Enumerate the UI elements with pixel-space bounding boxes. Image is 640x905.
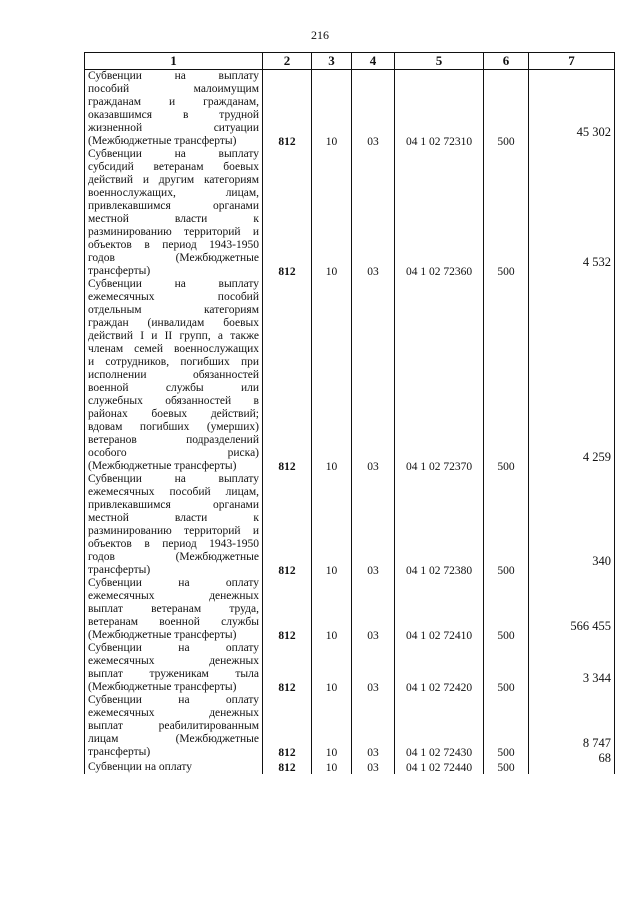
amount-value: 4 259 [582,450,611,464]
description-line: и сотрудников, погибших при [88,356,259,368]
expense-type-code [484,642,529,694]
page-number: 216 [311,28,329,42]
subsection-code [352,278,395,473]
ministry-code [263,694,312,759]
description-line: (Межбюджетные трансферты) [88,629,237,641]
target-article-code [395,577,484,642]
subsection-code-value: 03 [367,461,379,473]
description-line: жизненной ситуации [88,122,259,134]
header-col-3: 3 [312,53,352,70]
description-line: пособий малоимущим [88,83,259,95]
section-code-value: 10 [325,136,338,148]
table-row [85,473,615,577]
table-row [85,70,615,149]
description-line: действий и другим категориям [88,174,259,186]
ministry-code [263,278,312,473]
description-line: ветеранов подразделений [88,434,259,446]
description-line: объектов в период 1943-1950 [88,239,259,251]
description-line: привлекавшимся органами [88,200,259,212]
target-article-code-value: 04 1 02 72430 [405,747,473,759]
section-code [312,642,352,694]
description-line: исполнении обязанностей [88,369,259,381]
description-line: местной власти к [88,213,259,225]
section-code [312,473,352,577]
section-code-value: 10 [325,682,338,694]
ministry-code-value: 812 [278,565,296,577]
expense-type-code [484,577,529,642]
description-line: Субвенции на выплату [88,278,259,290]
target-article-code [395,70,484,149]
row-description [85,148,263,278]
description-line: отдельным категориям [88,304,259,316]
expense-type-code-value: 500 [497,266,515,278]
description-line: гражданам и гражданам, [88,96,259,108]
section-code-value: 10 [325,565,338,577]
row-description [85,70,263,149]
section-code [312,148,352,278]
table-body [85,70,615,775]
section-code-value: 10 [325,762,338,774]
target-article-code [395,473,484,577]
description-line: годов (Межбюджетные [88,551,259,563]
description-line: выплат реабилитированным [88,720,259,732]
description-line: трансферты) [88,265,151,277]
target-article-code [395,148,484,278]
description-line: членам семей военнослужащих [88,343,259,355]
row-description [85,577,263,642]
section-code-value: 10 [325,747,338,759]
ministry-code [263,70,312,149]
description-line: ежемесячных пособий лицам, [88,486,259,498]
section-code-value: 10 [325,461,338,473]
expense-type-code-value: 500 [497,762,515,774]
subsection-code-value: 03 [367,747,379,759]
description-line: разминированию территорий и [88,525,259,537]
target-article-code-value: 04 1 02 72370 [405,461,473,473]
section-code [312,70,352,149]
description-line: ежемесячных денежных [88,655,259,667]
amount [529,70,615,149]
description-line: Субвенции на оплату [88,761,192,773]
description-line: ежемесячных пособий [88,291,259,303]
subsection-code [352,148,395,278]
header-col-1: 1 [85,53,263,70]
row-description [85,694,263,759]
expense-type-code-value: 500 [497,136,515,148]
description-line: субсидий ветеранам боевых [88,161,259,173]
subsection-code [352,577,395,642]
amount [529,751,615,774]
subsection-code-value: 03 [367,136,379,148]
amount [529,642,615,694]
description-line: ежемесячных денежных [88,707,259,719]
expense-type-code-value: 500 [497,747,515,759]
section-code [312,577,352,642]
description-line: объектов в период 1943-1950 [88,538,259,550]
table-header-row [85,53,615,70]
target-article-code-value: 04 1 02 72380 [405,565,473,577]
description-line: годов (Межбюджетные [88,252,259,264]
target-article-code [395,759,484,774]
description-line: привлекавшимся органами [88,499,259,511]
subsection-code [352,759,395,774]
subsection-code-value: 03 [367,266,379,278]
target-article-code-value: 04 1 02 72420 [405,682,473,694]
description-line: районах боевых действий; [88,408,259,420]
row-description [85,759,263,774]
description-line: Субвенции на оплату [88,694,259,706]
ministry-code-value: 812 [278,762,296,774]
expense-type-code [484,70,529,149]
description-line: ежемесячных денежных [88,590,259,602]
target-article-code-value: 04 1 02 72410 [405,630,473,642]
amount [529,148,615,278]
description-line: военнослужащих, лицам, [88,187,259,199]
description-line: военной службы или [88,382,259,394]
amount [529,473,615,577]
amount [529,694,615,759]
expense-type-code [484,148,529,278]
amount-value: 68 [598,751,611,765]
amount-value: 3 344 [582,671,611,685]
section-code [312,759,352,774]
header-col-2: 2 [263,53,312,70]
target-article-code-value: 04 1 02 72360 [405,266,473,278]
header-col-4: 4 [352,53,395,70]
target-article-code-value: 04 1 02 72310 [405,136,473,148]
expense-type-code [484,278,529,473]
description-line: местной власти к [88,512,259,524]
table-row [85,759,615,774]
description-line: (Межбюджетные трансферты) [88,135,237,147]
description-line: Субвенции на выплату [88,473,259,485]
amount-value: 8 747 [582,736,611,750]
row-description [85,473,263,577]
description-line: (Межбюджетные трансферты) [88,460,237,472]
subsection-code-value: 03 [367,682,379,694]
header-col-7: 7 [529,53,615,70]
amount [529,278,615,473]
amount [529,577,615,642]
description-line: вдовам погибших (умерших) [88,421,259,433]
subsection-code [352,694,395,759]
section-code [312,694,352,759]
target-article-code-value: 04 1 02 72440 [405,762,473,774]
description-line: лицам (Межбюджетные [88,733,259,745]
ministry-code-value: 812 [278,747,296,759]
expense-type-code-value: 500 [497,630,515,642]
expense-type-code [484,694,529,759]
ministry-code-value: 812 [278,630,296,642]
amount-value: 4 532 [582,255,611,269]
subsection-code [352,473,395,577]
description-line: ветеранам военной службы [88,616,259,628]
table-row [85,278,615,473]
row-description [85,642,263,694]
ministry-code-value: 812 [278,682,296,694]
ministry-code-value: 812 [278,461,296,473]
table-row [85,694,615,759]
description-line: служебных обязанностей в [88,395,259,407]
expense-type-code-value: 500 [497,565,515,577]
description-line: Субвенции на оплату [88,577,259,589]
header-col-5: 5 [395,53,484,70]
description-line: трансферты) [88,564,151,576]
amount-value: 340 [592,554,611,568]
table-row [85,577,615,642]
target-article-code [395,642,484,694]
table-row [85,642,615,694]
target-article-code [395,694,484,759]
section-code-value: 10 [325,630,338,642]
ministry-code [263,759,312,774]
description-line: особого риска) [88,447,259,459]
table-row [85,148,615,278]
description-line: действий I и II групп, а также [88,330,259,342]
budget-table [84,52,615,774]
ministry-code [263,148,312,278]
description-line: разминированию территорий и [88,226,259,238]
description-line: Субвенции на оплату [88,642,259,654]
ministry-code [263,577,312,642]
expense-type-code [484,759,529,774]
ministry-code [263,642,312,694]
description-line: (Межбюджетные трансферты) [88,681,237,693]
description-line: выплат труженикам тыла [88,668,259,680]
ministry-code-value: 812 [278,136,296,148]
amount-value: 566 455 [570,619,611,633]
subsection-code [352,642,395,694]
target-article-code [395,278,484,473]
subsection-code-value: 03 [367,630,379,642]
expense-type-code-value: 500 [497,461,515,473]
subsection-code-value: 03 [367,565,379,577]
expense-type-code [484,473,529,577]
amount-value: 45 302 [576,125,611,139]
description-line: Субвенции на выплату [88,70,259,82]
row-description [85,278,263,473]
header-col-6: 6 [484,53,529,70]
description-line: оказавшимся в трудной [88,109,259,121]
expense-type-code-value: 500 [497,682,515,694]
description-line: Субвенции на выплату [88,148,259,160]
subsection-code-value: 03 [367,762,379,774]
ministry-code [263,473,312,577]
section-code [312,278,352,473]
section-code-value: 10 [325,266,338,278]
subsection-code [352,70,395,149]
description-line: выплат ветеранам труда, [88,603,259,615]
description-line: трансферты) [88,746,151,758]
ministry-code-value: 812 [278,266,296,278]
description-line: граждан (инвалидам боевых [88,317,259,329]
